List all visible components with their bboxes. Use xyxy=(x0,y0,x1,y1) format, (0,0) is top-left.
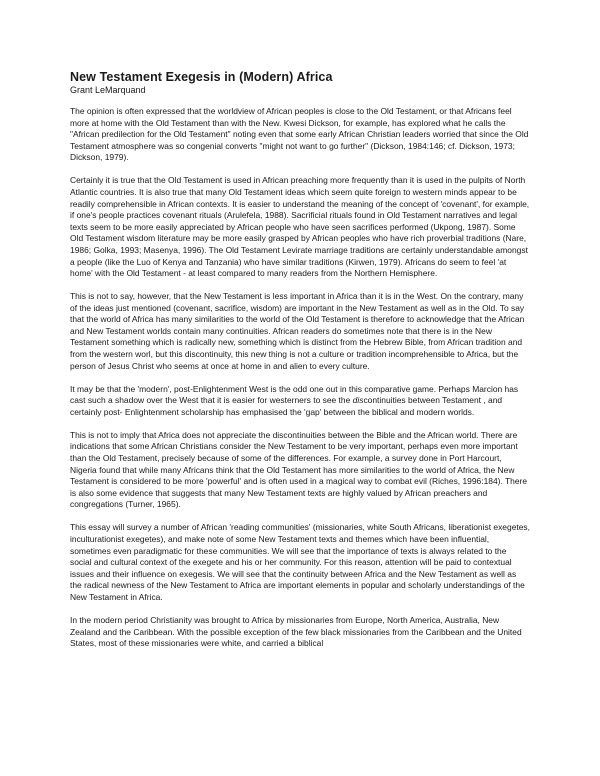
paragraph-1: The opinion is often expressed that the worldview of African peoples is close to the Old Testament, or that Africans feel more at home with the Old Testament than with the New. Kwesi Dickson, for example, has explored what he calls the "African predilection for the Old Testament" noting even that some early African Christian leaders worried that since the Old Testament atmosphere was so congenial converts "might not want to go further" (Dickson, 1984:146; cf. Dickson, 1973; Dickson, 1979). xyxy=(70,106,529,163)
document-author: Grant LeMarquand xyxy=(70,85,146,95)
paragraph-4 xyxy=(70,384,530,419)
paragraph-4-before: It may be that the 'modern', post-Enlightenment West is the odd one out in this comparative game. Perhaps Marcion has cast such a shadow over the West that it is easier for westerners to see the xyxy=(70,383,519,406)
document-page xyxy=(70,70,530,661)
paragraph-4-emphasis: dis xyxy=(352,395,364,406)
document-title: New Testament Exegesis in (Modern) Africa xyxy=(70,70,333,84)
paragraph-2: Certainly it is true that the Old Testament is used in African preaching more frequently than it is used in the pulpits of North Atlantic countries. It is also true that many Old Testament ideas which seem quite foreign to western minds appear to be readily comprehensible in African contexts. It is easier to understand the meaning of the concept of 'covenant', for example, if one's people practices covenant rituals (Arulefela, 1988). Sacrificial rituals found in Old Testament narratives and legal texts seem to be more easily appreciated by African people who have seen sacrifices performed (Ukpong, 1987). Some Old Testament wisdom literature may be more easily grasped by African peoples who have rich proverbial traditions (Nare, 1986; Golka, 1993; Masenya, 1996). The Old Testament Levirate marriage traditions are certainly understandable amongst a people (like the Luo of Kenya and Tanzania) who have similar traditions (Kirwen, 1979). Africans do seem to feel 'at home' with the Old Testament - at least compared to many readers from the Northern Hemisphere. xyxy=(70,175,530,279)
paragraph-4-after: continuities between Testament , and certainly post- Enlightenment scholarship has emphasised the 'gap' between the biblical and modern worlds. xyxy=(70,395,503,417)
paragraph-5: This is not to imply that Africa does not appreciate the discontinuities between the Bible and the African world. There are indications that some African Christians consider the New Testament to be very important, perhaps even more important than the Old Testament, precisely because of some of the differences. For example, a survey done in Port Harcourt, Nigeria found that while many Africans think that the Old Testament has more similarities to the world of Africa, the New Testament is considered to be more 'powerful' and is often used in a magical way to combat evil (Riches, 1996:184). There is also some evidence that suggests that many New Testament texts are highly valued by African preachers and congregations (Turner, 1965). xyxy=(70,429,528,510)
paragraph-7: In the modern period Christianity was brought to Africa by missionaries from Europe, North America, Australia, New Zealand and the Caribbean. With the possible exception of the few black missionaries from the Caribbean and the United States, most of these missionaries were white, and carried a biblical xyxy=(70,614,522,649)
paragraph-3: This is not to say, however, that the New Testament is less important in Africa than it is in the West. On the contrary, many of the ideas just mentioned (covenant, sacrifice, wisdom) are important in the New Testament as well as in the Old. To say that the world of Africa has many similarities to the world of the Old Testament is therefore to acknowledge that the African and New Testament worlds contain many continuities. African readers do sometimes note that there is in the New Testament something which is radically new, something which is distinct from the Hebrew Bible, from African tradition and from the western worl, but this discontinuity, this new thing is not a culture or tradition incomprehensible to Africa, but the person of Jesus Christ who seems at once at home in and alien to every culture. xyxy=(70,291,525,371)
paragraph-6: This essay will survey a number of African 'reading communities' (missionaries, white South Africans, liberationist exegetes, inculturationist exegetes), and make note of some New Testament texts and themes which have been influential, sometimes even paradigmatic for these communities. We will see that the importance of texts is always related to the social and cultural context of the exegete and his or her community. For this reason, attention will be paid to contextual issues and their influence on exegesis. We will see that the continuity between Africa and the New Testament as well as the radical newness of the New Testament to Africa are important elements in popular and scholarly understandings of the New Testament in Africa. xyxy=(70,522,530,602)
